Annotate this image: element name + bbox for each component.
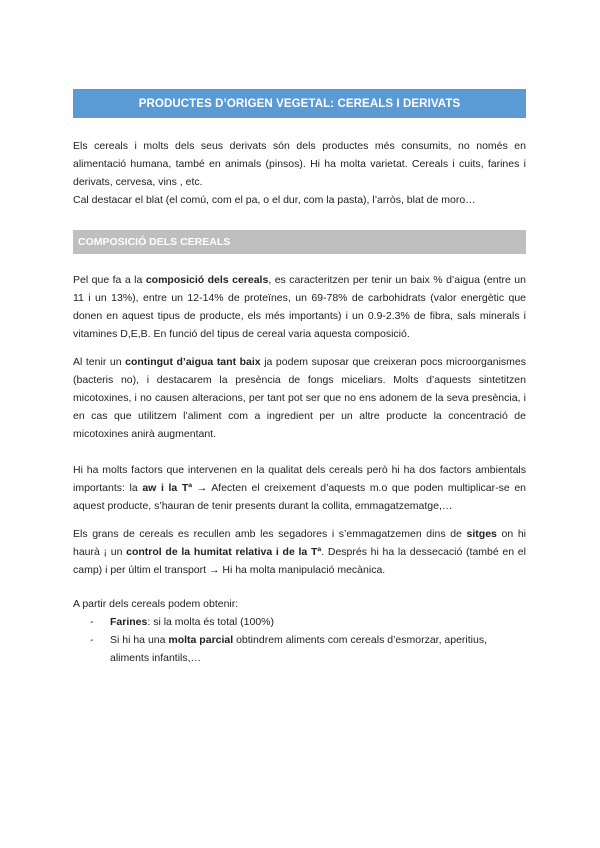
list-item: [73, 613, 526, 631]
intro-line-2: Cal destacar el blat (el comú, com el pa, o el dur, com la pasta), l’arròs, blat de moro…: [73, 194, 476, 206]
obtain-list: [73, 613, 526, 667]
storage-text-bold-2: control de la humitat relativa i de la Tª: [126, 546, 322, 558]
water-text-post: ja podem suposar que creixeran pocs microorganismes (bacteris no), i destacarem la presència de fongs miceliars. Molts d’aquests sintetitzen micotoxines, i no causen alteracions, per tant pot ser que no ens adonem de la seva presència, i en cas que utilitzem l’aliment com a ingredient per un altre producte la concentració de micotoxines anirà augmentant.: [73, 356, 526, 440]
intro-paragraph: [73, 137, 526, 209]
storage-text-bold-1: sitges: [466, 528, 497, 540]
list-item-pre: Si hi ha una: [110, 634, 169, 646]
composition-text-post: , es caracteritzen per tenir un baix % d’aigua (entre un 11 i un 13%), entre un 12-14% de proteïnes, un 69-78% de carbohidrats (valor energètic que donen en aquest tipus de producte, els més importants) i un 0.9-2.3% de fibra, sals minerals i vitamines D,E,B. En funció del tipus de cereal varia aquesta composició.: [73, 274, 526, 340]
list-dash: -: [90, 634, 94, 646]
intro-line-1: Els cereals i molts dels seus derivats són dels productes més consumits, no només en alimentació humana, també en animals (pinsos). Hi ha molta varietat. Cereals i cuits, farines i derivats, cervesa, vins , etc.: [73, 140, 526, 188]
list-dash: -: [90, 616, 94, 628]
factors-paragraph: [73, 461, 526, 515]
document-title: PRODUCTES D’ORIGEN VEGETAL: CEREALS I DERIVATS: [73, 89, 526, 118]
composition-paragraph: [73, 271, 526, 343]
list-item: [73, 631, 526, 667]
factors-text-bold: aw i la Tª: [142, 482, 193, 494]
composition-text-bold: composició dels cereals: [145, 274, 269, 286]
water-text-bold: contingut d’aigua tant baix: [125, 356, 261, 368]
factors-text-post: → Afecten el creixement d’aquests m.o que poden multiplicar-se en aquest producte, s’hauran de tenir presents durant la collita, emmagatzematge,…: [73, 482, 527, 512]
storage-text-mid: on hi haurà ¡ un: [73, 528, 527, 558]
obtain-intro: A partir dels cereals podem obtenir:: [73, 598, 239, 610]
storage-text-post: . Després hi ha la dessecació (també en el camp) i per últim el transport → Hi ha molta manipulació mecànica.: [73, 546, 526, 576]
list-item-bold: Farines: [110, 616, 148, 628]
factors-text-pre: Hi ha molts factors que intervenen en la qualitat dels cereals però hi ha dos factors ambientals importants: la: [73, 464, 526, 494]
storage-paragraph: [73, 525, 526, 579]
list-item-bold: molta parcial: [168, 634, 234, 646]
list-item-text: obtindrem aliments com cereals d’esmorzar, aperitius, aliments infantils,…: [110, 634, 488, 664]
list-item-text: : si la molta és total (100%): [147, 616, 274, 628]
water-paragraph: [73, 353, 526, 443]
storage-text-pre: Els grans de cereals es recullen amb les segadores i s’emmagatzemen dins de: [73, 528, 467, 540]
water-text-pre: Al tenir un: [73, 356, 126, 368]
section-heading: COMPOSICIÓ DELS CEREALS: [73, 230, 526, 254]
composition-text-pre: Pel que fa a la: [73, 274, 146, 286]
